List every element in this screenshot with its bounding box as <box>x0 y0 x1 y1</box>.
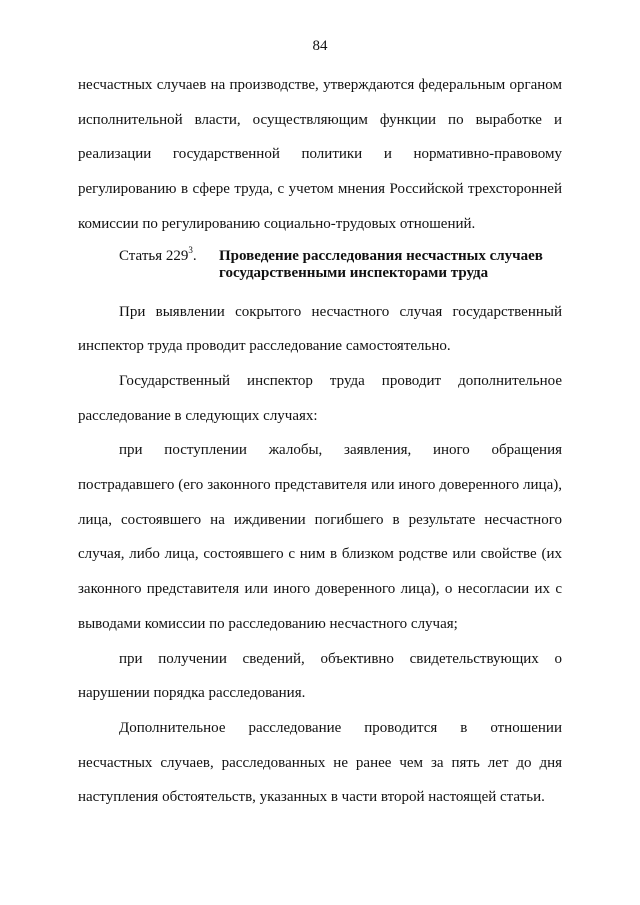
article-label-suffix: . <box>192 247 197 264</box>
article-number <box>119 244 219 265</box>
article-title-line: государственными инспекторами труда <box>219 264 489 281</box>
article-title <box>219 248 543 282</box>
paragraph-continuation: несчастных случаев на производстве, утверждаются федеральным органом исполнительной власти, осуществляющим функции по выработке и реализации государственной политики и нормативно-правовому регулированию в сфере труда, с учетом мнения Российской трехсторонней комиссии по регулированию социально-трудовых отношений. <box>78 77 562 232</box>
article-heading <box>78 244 562 282</box>
paragraph: Государственный инспектор труда проводит дополнительное расследование в следующих случаях: <box>78 372 562 424</box>
paragraph: Дополнительное расследование проводится в отношении несчастных случаев, расследованных не ранее чем за пять лет до дня наступления обстоятельств, указанных в части второй настоящей статьи. <box>78 719 562 806</box>
paragraph: при получении сведений, объективно свидетельствующих о нарушении порядка расследования. <box>78 650 562 702</box>
document-body <box>78 68 562 815</box>
paragraph: При выявлении сокрытого несчастного случая государственный инспектор труда проводит расследование самостоятельно. <box>78 303 562 355</box>
page-number: 84 <box>312 38 328 54</box>
article-title-line: Проведение расследования несчастных случаев <box>219 247 543 264</box>
article-label-text: Статья 229 <box>119 247 189 264</box>
article-superscript: 3 <box>188 244 193 255</box>
paragraph: при поступлении жалобы, заявления, иного обращения пострадавшего (его законного представителя или иного доверенного лица), лица, состоявшего на иждивении погибшего в результате несчастного случая, либо лица, состоявшего с ним в близком родстве или свойстве (их законного представителя или иного доверенного лица), о несогласии их с выводами комиссии по расследованию несчастного случая; <box>78 442 562 632</box>
